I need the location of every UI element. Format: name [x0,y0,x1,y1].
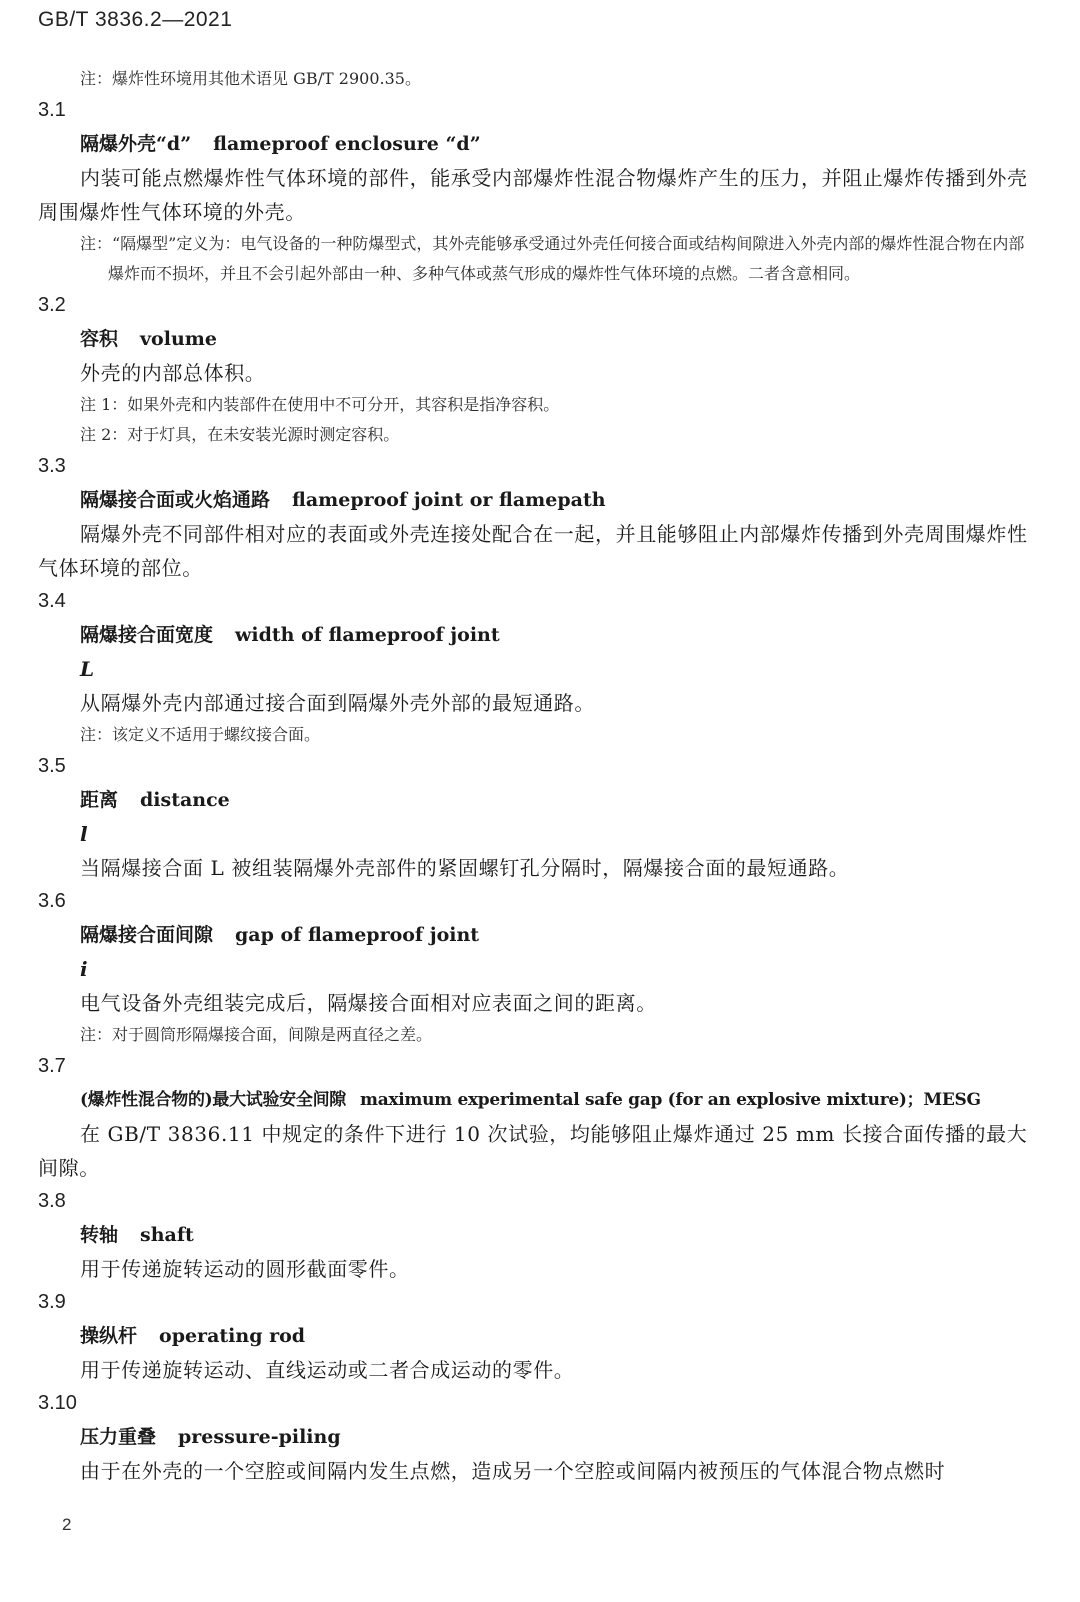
definition-text: 当隔爆接合面 L 被组装隔爆外壳部件的紧固螺钉孔分隔时，隔爆接合面的最短通路。 [80,856,850,880]
section-number: 3.1 [38,99,66,121]
section-number: 3.9 [38,1291,66,1313]
term-symbol: i [80,957,88,981]
term-heading [80,1319,1038,1353]
section-3-8 [38,1185,1038,1286]
term-en: shaft [140,1224,194,1246]
standard-number-header: GB/T 3836.2—2021 [38,8,233,31]
term-en: gap of flameproof joint [235,924,480,946]
definition-text: 电气设备外壳组装完成后，隔爆接合面相对应表面之间的距离。 [80,991,657,1015]
section-number: 3.2 [38,294,66,316]
term-zh: 转轴 [80,1224,119,1246]
page-number: 2 [62,1515,72,1534]
term-en: maximum experimental safe gap (for an explosive mixture)；MESG [360,1090,981,1110]
term-heading [80,1218,1038,1252]
section-3-9 [38,1286,1038,1387]
section-3-3 [38,450,1038,585]
definition-text: 内装可能点燃爆炸性气体环境的部件，能承受内部爆炸性混合物爆炸产生的压力，并阻止爆炸传播到外壳周围爆炸性气体环境的外壳。 [38,166,1028,224]
term-en: width of flameproof joint [235,624,500,646]
term-heading [80,618,1038,652]
section-number: 3.6 [38,890,66,912]
section-number: 3.8 [38,1190,66,1212]
section-note: 注 1：如果外壳和内装部件在使用中不可分开，其容积是指净容积。 [80,395,560,414]
term-en: distance [140,789,230,811]
section-note: 注：该定义不适用于螺纹接合面。 [80,725,321,744]
section-number: 3.7 [38,1055,66,1077]
term-zh: 隔爆接合面宽度 [80,624,214,646]
term-heading [80,322,1038,356]
definition-text: 用于传递旋转运动的圆形截面零件。 [80,1257,410,1281]
definition-text: 隔爆外壳不同部件相对应的表面或外壳连接处配合在一起，并且能够阻止内部爆炸传播到外壳周围爆炸性气体环境的部位。 [38,522,1028,580]
term-heading [80,918,1038,952]
section-number: 3.3 [38,455,66,477]
term-heading [80,483,1038,517]
term-heading [80,1420,1038,1454]
term-zh: 操纵杆 [80,1325,138,1347]
definition-text: 外壳的内部总体积。 [80,361,266,385]
section-number: 3.5 [38,755,66,777]
term-zh: 隔爆外壳“d” [80,133,192,155]
term-heading [80,783,1038,817]
term-symbol: L [80,657,95,681]
definition-text: 用于传递旋转运动、直线运动或二者合成运动的零件。 [80,1358,575,1382]
term-symbol: l [80,822,88,846]
term-en: flameproof joint or flamepath [292,489,606,511]
term-en: pressure-piling [178,1426,341,1448]
term-zh: (爆炸性混合物的)最大试验安全间隙 [80,1090,346,1110]
section-3-6 [38,885,1038,1050]
section-note: 注：“隔爆型”定义为：电气设备的一种防爆型式，其外壳能够承受通过外壳任何接合面或结构间隙进入外壳内部的爆炸性混合物在内部爆炸而不损坏，并且不会引起外部由一种、多种气体或蒸气形成的爆炸性气体环境的点燃。二者含意相同。 [80,234,1025,283]
term-zh: 距离 [80,789,119,811]
term-zh: 容积 [80,328,119,350]
term-en: flameproof enclosure “d” [213,133,481,155]
term-zh: 隔爆接合面间隙 [80,924,214,946]
term-en: operating rod [159,1325,306,1347]
definition-text: 在 GB/T 3836.11 中规定的条件下进行 10 次试验，均能够阻止爆炸通过 25 mm 长接合面传播的最大间隙。 [38,1122,1028,1180]
section-3-4 [38,585,1038,750]
document-content [38,64,1038,1488]
term-en: volume [140,328,217,350]
section-number: 3.10 [38,1392,77,1414]
section-number: 3.4 [38,590,66,612]
definition-text: 由于在外壳的一个空腔或间隔内发生点燃，造成另一个空腔或间隔内被预压的气体混合物点燃时 [80,1459,946,1483]
section-3-10 [38,1387,1038,1488]
section-3-2 [38,289,1038,450]
term-zh: 压力重叠 [80,1426,157,1448]
section-3-1 [38,94,1038,289]
intro-note: 注：爆炸性环境用其他术语见 GB/T 2900.35。 [80,69,421,88]
term-zh: 隔爆接合面或火焰通路 [80,489,271,511]
section-note: 注 2：对于灯具，在未安装光源时测定容积。 [80,425,400,444]
definition-text: 从隔爆外壳内部通过接合面到隔爆外壳外部的最短通路。 [80,691,595,715]
term-heading [80,1083,1038,1117]
section-note: 注：对于圆筒形隔爆接合面，间隙是两直径之差。 [80,1025,433,1044]
section-3-5 [38,750,1038,885]
section-3-7 [38,1050,1038,1185]
term-heading [80,127,1038,161]
